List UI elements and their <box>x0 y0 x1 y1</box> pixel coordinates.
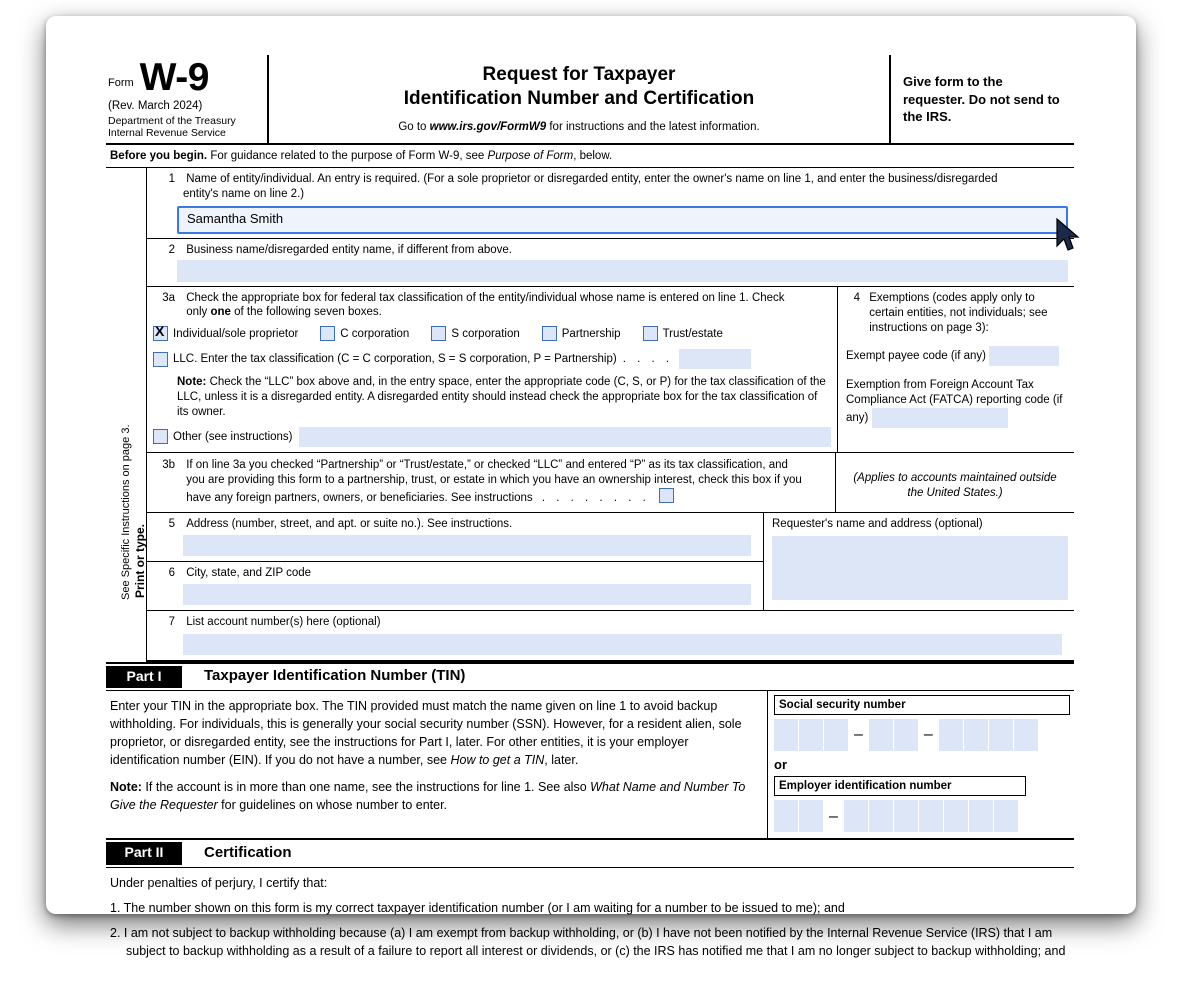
ssn-box[interactable] <box>1014 719 1038 751</box>
checkbox-icon-s-corp[interactable] <box>431 326 446 341</box>
ssn-input[interactable] <box>774 719 1070 751</box>
line-7-row <box>147 611 1074 661</box>
part-2-tag: Part II <box>106 842 182 864</box>
line-5-label: Address (number, street, and apt. or suite no.). See instructions. <box>186 518 513 531</box>
line-7-account-numbers-input[interactable] <box>183 634 1062 655</box>
other-classification-input[interactable] <box>299 427 831 447</box>
line-6-row <box>147 562 763 605</box>
ein-label: Employer identification number <box>774 776 1026 796</box>
line-3a-and-4-row <box>147 287 1074 453</box>
checkbox-c-corporation[interactable] <box>320 326 409 341</box>
exempt-payee-code-label: Exempt payee code (if any) <box>846 349 986 362</box>
ssn-box[interactable] <box>964 719 989 751</box>
tin-instructions <box>106 691 768 839</box>
line-5-number: 5 <box>168 518 175 531</box>
address-row <box>147 513 1074 611</box>
requester-label: Requester's name and address (optional) <box>772 518 983 531</box>
line-4-applies-note-block <box>836 453 1074 513</box>
tin-paragraph-1 <box>110 697 757 770</box>
checkbox-icon-individual[interactable] <box>153 326 168 341</box>
llc-classification-input[interactable] <box>679 349 751 369</box>
ein-box[interactable] <box>844 800 869 832</box>
line-1-row <box>147 168 1074 239</box>
label-s-corporation: S corporation <box>451 327 520 340</box>
or-separator: or <box>774 756 787 772</box>
form-label: Form <box>108 76 134 89</box>
tin-paragraph-1-tail: , later. <box>544 752 579 767</box>
ssn-group-2[interactable] <box>869 719 918 751</box>
part-2-title: Certification <box>204 844 292 862</box>
line-5-row <box>147 513 763 562</box>
ssn-box[interactable] <box>774 719 799 751</box>
line-5-address-input[interactable] <box>183 535 751 556</box>
ein-dash: – <box>829 807 838 825</box>
ein-group-1[interactable] <box>774 800 823 832</box>
line-3b-number: 3b <box>162 458 175 471</box>
certification-item-1: 1. The number shown on this form is my correct taxpayer identification number (or I am waiting for a number to be issued to me); and <box>110 900 845 915</box>
ssn-box[interactable] <box>824 719 848 751</box>
requester-block <box>764 513 1074 610</box>
tin-note-text: If the account is in more than one name, see the instructions for line 1. See also <box>141 780 591 795</box>
part-1-body <box>106 691 1074 841</box>
ein-input[interactable] <box>774 800 1070 832</box>
checkbox-trust-estate[interactable] <box>643 326 723 341</box>
checkbox-partnership[interactable] <box>542 326 621 341</box>
line-1-label-cont: entity's name on line 2.) <box>183 188 305 201</box>
ein-box[interactable] <box>774 800 799 832</box>
ssn-dash-1: – <box>854 725 863 743</box>
requester-address-input[interactable] <box>772 536 1068 600</box>
line-3a-block <box>147 287 838 452</box>
goto-suffix: for instructions and the latest information. <box>546 120 760 133</box>
goto-prefix: Go to <box>398 120 430 133</box>
ssn-dash-2: – <box>923 725 933 743</box>
form-goto-line <box>275 120 883 134</box>
line-4-exemptions-block <box>838 287 1074 452</box>
exempt-payee-code-input[interactable] <box>989 346 1059 366</box>
line-4-number: 4 <box>853 292 860 305</box>
ein-box[interactable] <box>944 800 969 832</box>
ssn-box[interactable] <box>939 719 964 751</box>
part-1-title: Taxpayer Identification Number (TIN) <box>204 667 466 685</box>
label-individual-sole-proprietor: Individual/sole proprietor <box>173 327 299 340</box>
ein-box[interactable] <box>994 800 1018 832</box>
header-left <box>106 55 269 143</box>
checkbox-icon-partnership[interactable] <box>542 326 557 341</box>
line-1-number: 1 <box>168 173 175 186</box>
sidebar-print-or-type: Print or type. <box>133 524 147 599</box>
checkbox-individual-sole-proprietor[interactable] <box>153 326 298 341</box>
line-6-label: City, state, and ZIP code <box>186 567 312 580</box>
certification-text <box>106 868 1074 961</box>
line-3b-leader-dots: . . . . . . . . <box>541 492 650 505</box>
ssn-group-1[interactable] <box>774 719 848 751</box>
goto-url[interactable]: www.irs.gov/FormW9 <box>429 120 547 133</box>
line-3b-label: If on line 3a you checked “Partnership” or “Trust/estate,” or checked “LLC” and entered “P” as its tax classification, and you are providing this form to a partnership, trust, or estate in which you have an ownership interest, check this box if you have any foreign partners, owners, or beneficiaries. See instructions <box>186 458 802 505</box>
certification-intro: Under penalties of perjury, I certify that: <box>110 875 328 890</box>
ein-box[interactable] <box>894 800 919 832</box>
line-2-number: 2 <box>168 244 175 257</box>
ssn-label: Social security number <box>774 695 1070 715</box>
before-you-begin-text: For guidance related to the purpose of Form W-9, see <box>207 150 488 163</box>
how-to-get-a-tin: How to get a TIN <box>450 752 545 767</box>
part-1-tag: Part I <box>106 666 182 688</box>
checkbox-icon-other[interactable] <box>153 429 168 444</box>
line-1-name-value: Samantha Smith <box>187 211 284 227</box>
ein-box[interactable] <box>919 800 944 832</box>
form-number: W-9 <box>139 56 209 99</box>
line-4-label: Exemptions (codes apply only to certain entities, not individuals; see instructions on page 3): <box>869 292 1048 334</box>
tin-number-boxes <box>768 691 1074 839</box>
label-trust-estate: Trust/estate <box>662 327 723 340</box>
llc-note-bold: Note: <box>177 376 207 389</box>
line-3a-number: 3a <box>162 292 175 305</box>
fatca-code-input[interactable] <box>872 408 1008 428</box>
applies-to-accounts-note: (Applies to accounts maintained outside the United States.) <box>853 471 1057 499</box>
form-title-line-2: Identification Number and Certification <box>403 87 755 109</box>
tin-note-tail: for guidelines on whose number to enter. <box>217 798 448 813</box>
line-2-label: Business name/disregarded entity name, if different from above. <box>186 244 512 257</box>
ein-group-2[interactable] <box>844 800 1018 832</box>
line-1-name-input[interactable] <box>177 206 1068 234</box>
line-7-label: List account number(s) here (optional) <box>186 616 381 629</box>
checkbox-icon-c-corp[interactable] <box>320 326 335 341</box>
llc-note <box>177 375 831 420</box>
line-3b-block <box>147 453 836 513</box>
checkbox-icon-foreign-partners[interactable] <box>659 488 674 503</box>
department-line-1: Department of the Treasury <box>108 115 236 128</box>
what-name-and-number: What Name and Number To Give the Requester <box>110 780 746 813</box>
checkbox-icon-llc[interactable] <box>153 352 168 367</box>
before-you-begin-tail: , below. <box>573 150 613 163</box>
ssn-box[interactable] <box>989 719 1014 751</box>
line-6-number: 6 <box>168 567 175 580</box>
ssn-box[interactable] <box>869 719 894 751</box>
sidebar-see-instructions: See Specific Instructions on page 3. <box>120 424 132 601</box>
department-line-2: Internal Revenue Service <box>108 127 226 140</box>
purpose-of-form-link: Purpose of Form <box>487 150 574 163</box>
form-revision: (Rev. March 2024) <box>108 100 203 113</box>
line-2-business-name-input[interactable] <box>177 260 1068 282</box>
form-header <box>106 55 1074 145</box>
tin-paragraph-1-text: Enter your TIN in the appropriate box. The TIN provided must match the name given on line 1 to avoid backup withholding. For individuals, this is generally your social security number (SSN). However, for a resident alien, sole proprietor, or disregarded entity, see the instructions for Part I, later. For other entities, it is your employer identification number (EIN). If you do not have a number, see <box>110 698 742 767</box>
give-form-note: Give form to the requester. Do not send to the IRS. <box>903 74 1060 125</box>
line-3b-row <box>147 453 1074 514</box>
label-llc: LLC. Enter the tax classification (C = C corporation, S = S corporation, P = Partnership) <box>173 353 617 366</box>
ein-box[interactable] <box>969 800 994 832</box>
w9-form <box>106 55 1074 967</box>
form-body <box>106 168 1074 663</box>
header-title-block <box>269 55 891 143</box>
checkbox-s-corporation[interactable] <box>431 326 519 341</box>
label-partnership: Partnership <box>561 327 621 340</box>
line-3a-label: Check the appropriate box for federal tax classification of the entity/individual whose name is entered on line 1. Check only <box>186 292 785 319</box>
fatca-code-label: Exemption from Foreign Account Tax Compliance Act (FATCA) reporting code (if any) <box>846 378 1063 424</box>
part-1-bar <box>106 664 1074 691</box>
label-other: Other (see instructions) <box>173 430 293 443</box>
form-title-line-1: Request for Taxpayer <box>482 64 676 85</box>
other-row <box>153 427 831 447</box>
sidebar-vertical-labels <box>106 168 147 661</box>
line-7-number: 7 <box>168 616 175 629</box>
label-c-corporation: C corporation <box>340 327 410 340</box>
before-you-begin <box>106 145 1074 168</box>
certification-item-2: 2. I am not subject to backup withholding because (a) I am exempt from backup withholding, or (b) I have not been notified by the Internal Revenue Service (IRS) that I am subject to backup withholding as a result of a failure to report all interest or dividends, or (c) the IRS has notified me that I am no longer subject to backup withholding; and <box>110 925 1066 958</box>
ssn-group-3[interactable] <box>939 719 1038 751</box>
ssn-box[interactable] <box>894 719 918 751</box>
tin-note-bold: Note: <box>110 780 142 795</box>
line-6-city-state-zip-input[interactable] <box>183 584 751 605</box>
line-2-row <box>147 239 1074 287</box>
line-3a-label-tail: of the following seven boxes. <box>230 306 382 319</box>
before-you-begin-bold: Before you begin. <box>110 150 208 163</box>
ssn-box[interactable] <box>799 719 824 751</box>
part-2-bar <box>106 840 1074 867</box>
llc-leader-dots: . . . . <box>622 353 674 366</box>
ein-box[interactable] <box>799 800 823 832</box>
checkbox-icon-trust-estate[interactable] <box>643 326 658 341</box>
line-1-label: Name of entity/individual. An entry is required. (For a sole proprietor or disregarded entity, enter the owner's name on line 1, and enter the business/disregarded <box>186 173 998 186</box>
tin-note <box>110 778 757 814</box>
tax-classification-options <box>153 326 831 341</box>
llc-note-text: Check the “LLC” box above and, in the entry space, enter the appropriate code (C, S, or P) for the tax classification of the LLC, unless it is a disregarded entity. A disregarded entity should instead check the appropriate box for the tax classification of its owner. <box>177 376 826 418</box>
line-3a-one: one <box>210 306 231 319</box>
llc-row <box>153 349 831 369</box>
ein-box[interactable] <box>869 800 894 832</box>
